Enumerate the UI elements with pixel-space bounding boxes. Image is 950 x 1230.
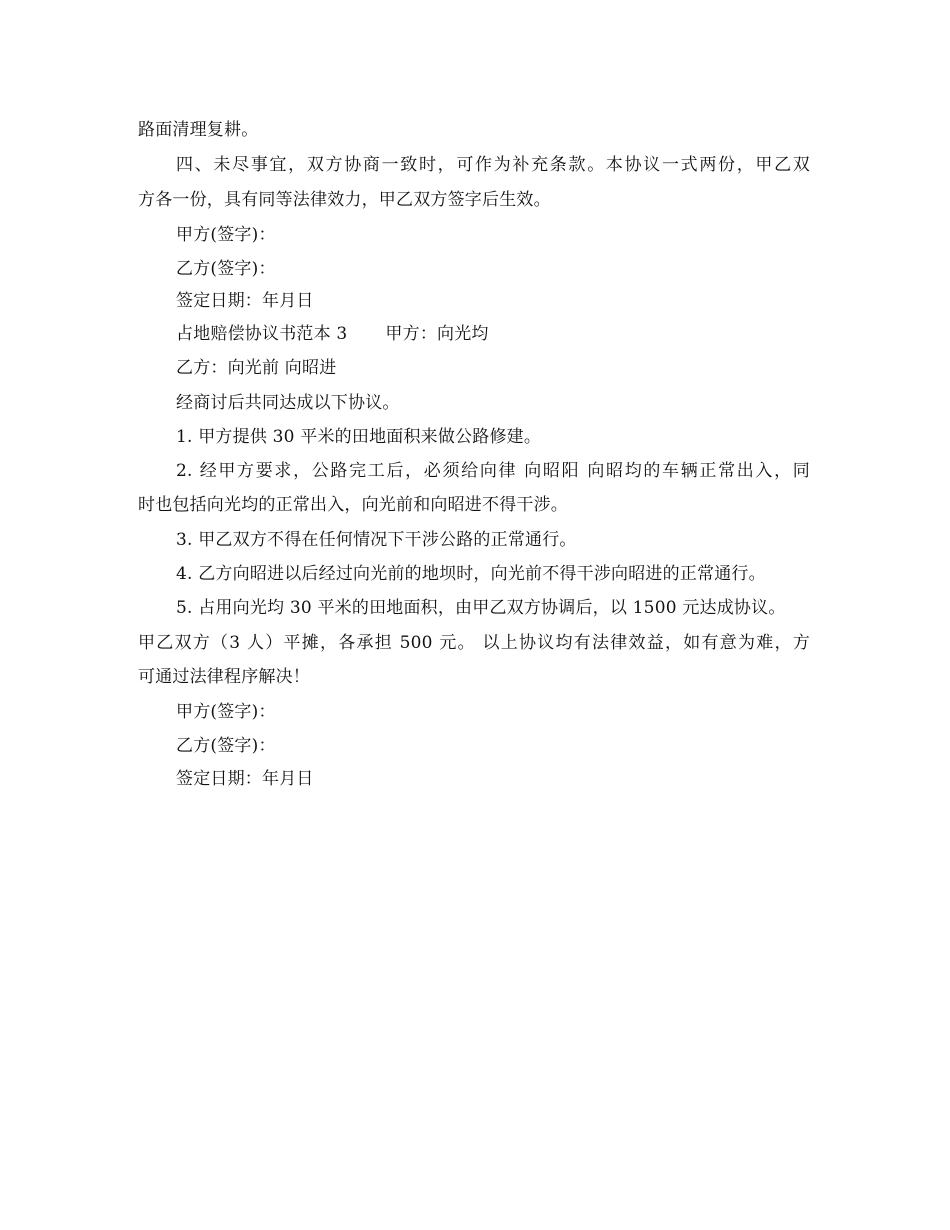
signature-line-party-a: 甲方(签字)： <box>176 225 276 245</box>
section-heading-line <box>176 324 818 344</box>
sign-date-line: 签定日期：年月日 <box>176 769 314 789</box>
party-b-line: 乙方：向光前 向昭进 <box>176 358 337 378</box>
clause-3: 3. 甲乙双方不得在任何情况下干涉公路的正常通行。 <box>176 530 577 550</box>
clause-5: 5. 占用向光均 30 平米的田地面积，由甲乙双方协调后，以 1500 元达成协议。 <box>176 598 786 618</box>
party-a-name: 甲方：向光均 <box>385 324 489 344</box>
text-line: 可通过法律程序解决！ <box>138 667 310 687</box>
signature-line-party-b: 乙方(签字)： <box>176 736 276 756</box>
signature-line-party-a: 甲方(签字)： <box>176 702 276 722</box>
text-line: 时也包括向光均的正常出入，向光前和向昭进不得干涉。 <box>138 495 568 515</box>
sign-date-line: 签定日期：年月日 <box>176 291 314 311</box>
section-title: 占地赔偿协议书范本 3 <box>176 324 348 344</box>
clause-2: 2. 经甲方要求，公路完工后，必须给向律 向昭阳 向昭均的车辆正常出入，同 <box>176 461 810 481</box>
text-line: 四、未尽事宜，双方协商一致时，可作为补充条款。本协议一式两份，甲乙双 <box>176 155 810 175</box>
signature-line-party-b: 乙方(签字)： <box>176 259 276 279</box>
clause-4: 4. 乙方向昭进以后经过向光前的地坝时，向光前不得干涉向昭进的正常通行。 <box>176 564 766 584</box>
clause-1: 1. 甲方提供 30 平米的田地面积来做公路修建。 <box>176 427 542 447</box>
text-line: 经商讨后共同达成以下协议。 <box>176 393 400 413</box>
text-line: 方各一份，具有同等法律效力，甲乙双方签字后生效。 <box>138 190 551 210</box>
text-line: 路面清理复耕。 <box>138 120 259 140</box>
text-line: 甲乙双方（3 人）平摊，各承担 500 元。 以上协议均有法律效益，如有意为难，方 <box>138 633 810 653</box>
